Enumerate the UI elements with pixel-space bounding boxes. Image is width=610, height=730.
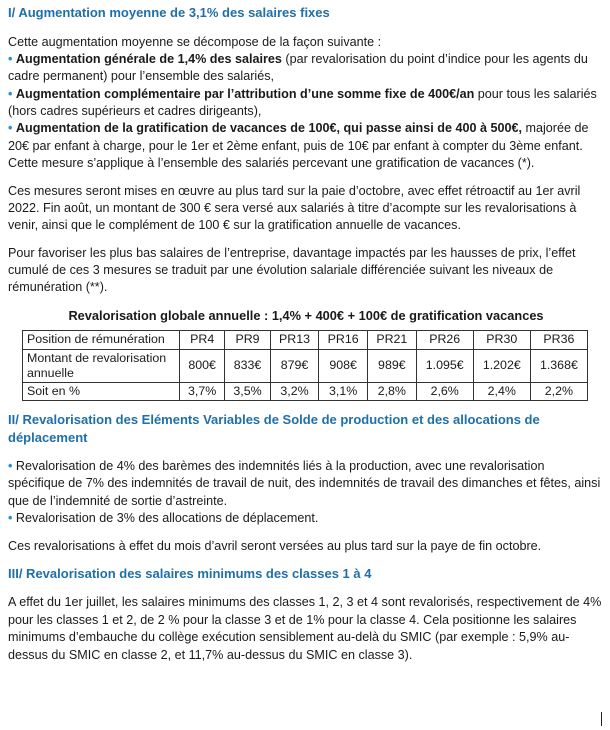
bullet-text: majorée de 20€ par enfant à charge, pour le 1er et 2ème enfant, puis de 10€ par enfant à compter du 3ème enfant. Cette mesure s’applique à l’ensemble des salariés percevant une gratification de vacances (*).	[8, 121, 589, 171]
table-header-cell: PR13	[270, 331, 319, 349]
section3-title: III/ Revalorisation des salaires minimums des classes 1 à 4	[8, 565, 372, 581]
table-header-label: Position de rémunération	[23, 331, 180, 349]
table-cell: 3,1%	[319, 382, 368, 400]
table-cell: 800€	[180, 349, 225, 382]
table-cell: 2,8%	[368, 382, 417, 400]
bullet-icon: •	[8, 121, 13, 136]
section2-title: II/ Revalorisation des Eléments Variables de Solde de production et des allocations de déplacement	[8, 411, 540, 445]
section1-intro: Cette augmentation moyenne se décompose de la façon suivante :	[8, 34, 382, 49]
table-cell: 989€	[368, 349, 417, 382]
table-cell: 879€	[270, 349, 319, 382]
table-header-cell: PR4	[180, 331, 225, 349]
bullet-icon: •	[8, 459, 13, 474]
list-item	[8, 86, 604, 121]
bullet-icon: •	[8, 51, 13, 66]
table-cell: 908€	[319, 349, 368, 382]
bullet-text: pour tous les salariés (hors cadres supérieurs et cadres dirigeants),	[8, 86, 597, 119]
document-page	[8, 4, 604, 664]
table-row-label: Soit en %	[23, 382, 180, 400]
section2-paragraph: Ces revalorisations à effet du mois d’avril seront versées au plus tard sur la paye de fin octobre.	[8, 538, 542, 553]
table-cell: 3,2%	[270, 382, 319, 400]
bullet-text: Revalorisation de 3% des allocations de déplacement.	[15, 511, 319, 526]
table-header-cell: PR30	[473, 331, 530, 349]
list-item	[8, 510, 604, 527]
bullet-bold-text: Augmentation complémentaire par l’attribution d’une somme fixe de 400€/an	[15, 86, 475, 101]
table-header-cell: PR9	[225, 331, 270, 349]
text-cursor	[601, 712, 602, 726]
bullet-bold-text: Augmentation générale de 1,4% des salaires	[15, 51, 282, 66]
table-header-cell: PR16	[319, 331, 368, 349]
table-header-row	[23, 331, 588, 349]
table-row-label: Montant de revalorisation annuelle	[23, 349, 180, 382]
section1-paragraph: Pour favoriser les plus bas salaires de l’entreprise, davantage impactés par les hausses de prix, l’effet cumulé de ces 3 mesures se traduit par une évolution salariale différenciée suivant les niveaux de rémunération (**).	[8, 245, 576, 295]
table-cell: 3,5%	[225, 382, 270, 400]
table-cell: 3,7%	[180, 382, 225, 400]
table-cell: 2,6%	[416, 382, 473, 400]
table-cell: 1.368€	[530, 349, 587, 382]
list-item	[8, 51, 604, 86]
revalorisation-table	[22, 330, 588, 401]
table-row	[23, 349, 588, 382]
table-cell: 1.095€	[416, 349, 473, 382]
table-header-cell: PR36	[530, 331, 587, 349]
bullet-icon: •	[8, 86, 13, 101]
bullet-text: (par revalorisation du point d’indice pour les agents du cadre permanent) pour l’ensemble des salariés,	[8, 51, 588, 84]
table-title: Revalorisation globale annuelle : 1,4% + 400€ + 100€ de gratification vacances	[68, 307, 544, 323]
list-item	[8, 120, 604, 172]
table-header-cell: PR21	[368, 331, 417, 349]
table-cell: 1.202€	[473, 349, 530, 382]
section1-paragraph: Ces mesures seront mises en œuvre au plus tard sur la paie d’octobre, avec effet rétroactif au 1er avril 2022. Fin août, un montant de 300 € sera versé aux salariés à titre d’acompte sur les revalorisations à venir, ainsi que le complément de 100 € sur la gratification annuelle de vacances.	[8, 183, 581, 233]
section3-paragraph: A effet du 1er juillet, les salaires minimums des classes 1, 2, 3 et 4 sont revalorisés, respectivement de 4% pour les classes 1 et 2, de 2 % pour la classe 3 et de 1% pour la classe 4. Cela positionne les salaires minimums d’embauche du collège exécution sensiblement au-delà du SMIC (par exemple : 5,9% au-dessus du SMIC en classe 2, et 11,7% au-dessus du SMIC en classe 3).	[8, 595, 602, 662]
table-header-cell: PR26	[416, 331, 473, 349]
bullet-icon: •	[8, 511, 13, 526]
table-cell: 2,4%	[473, 382, 530, 400]
list-item	[8, 458, 604, 510]
section1-title: I/ Augmentation moyenne de 3,1% des salaires fixes	[8, 5, 330, 20]
table-cell: 833€	[225, 349, 270, 382]
bullet-text: Revalorisation de 4% des barèmes des indemnités liés à la production, avec une revalorisation spécifique de 7% des indemnités de travail de nuit, des indemnités de travail des dimanches et fêtes, ainsi que de l’indemnité de sortie d’astreinte.	[8, 459, 601, 508]
table-cell: 2,2%	[530, 382, 587, 400]
table-row	[23, 382, 588, 400]
bullet-bold-text: Augmentation de la gratification de vacances de 100€, qui passe ainsi de 400 à 500€,	[15, 121, 522, 136]
